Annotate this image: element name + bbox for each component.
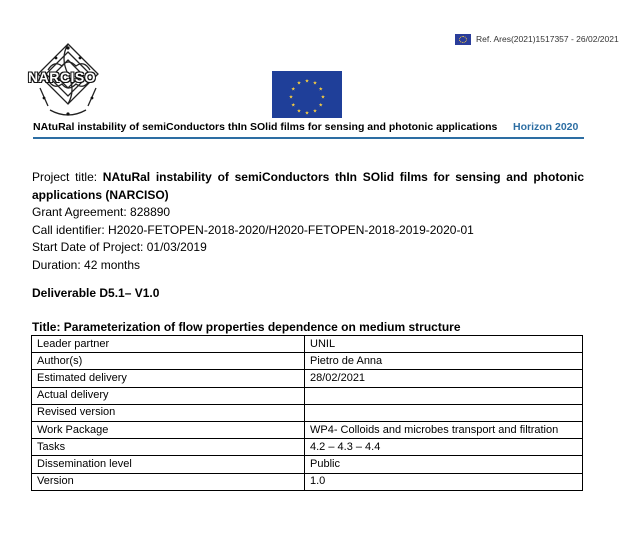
svg-text:★: ★ bbox=[304, 110, 310, 117]
header-programme: Horizon 2020 bbox=[513, 121, 579, 133]
row-label: Tasks bbox=[32, 439, 305, 456]
reference-stamp: Ref. Ares(2021)1517357 - 26/02/2021 bbox=[476, 34, 619, 44]
table-row bbox=[32, 404, 583, 421]
project-info bbox=[32, 169, 584, 274]
table-row bbox=[32, 473, 583, 490]
duration: Duration: 42 months bbox=[32, 257, 141, 272]
row-label: Estimated delivery bbox=[32, 370, 305, 387]
svg-text:★: ★ bbox=[318, 102, 324, 109]
svg-text:★: ★ bbox=[296, 108, 302, 115]
row-label: Dissemination level bbox=[32, 456, 305, 473]
row-value: 28/02/2021 bbox=[305, 370, 583, 387]
header-project-title: NAtuRal instability of semiConductors thIn SOlid films for sensing and photonic applications bbox=[33, 121, 498, 133]
row-label: Revised version bbox=[32, 404, 305, 421]
row-value: Pietro de Anna bbox=[305, 353, 583, 370]
project-title-value: NAtuRal instability of semiConductors thIn SOlid films for sensing and photonic applications (NARCISO) bbox=[32, 170, 584, 202]
row-label: Leader partner bbox=[32, 336, 305, 353]
deliverable-title: Title: Parameterization of flow properties dependence on medium structure bbox=[32, 320, 461, 334]
row-value: 1.0 bbox=[305, 473, 583, 490]
table-row bbox=[32, 336, 583, 353]
eu-flag-icon bbox=[272, 71, 342, 118]
svg-text:★: ★ bbox=[320, 94, 326, 101]
start-date: Start Date of Project: 01/03/2019 bbox=[32, 240, 207, 254]
logo-wordmark: NARCISO bbox=[28, 69, 97, 85]
call-identifier: Call identifier: H2020-FETOPEN-2018-2020/H2020-FETOPEN-2018-2019-2020-01 bbox=[32, 222, 474, 237]
row-value bbox=[305, 404, 583, 421]
table-row bbox=[32, 387, 583, 404]
table-row bbox=[32, 353, 583, 370]
header-divider bbox=[33, 137, 584, 139]
row-label: Version bbox=[32, 473, 305, 490]
deliverable-id: Deliverable D5.1– V1.0 bbox=[32, 286, 160, 300]
row-value: WP4- Colloids and microbes transport and filtration bbox=[305, 421, 583, 438]
table-row bbox=[32, 421, 583, 438]
row-value: Public bbox=[305, 456, 583, 473]
svg-text:★: ★ bbox=[290, 102, 296, 109]
eu-flag-small-icon bbox=[455, 34, 471, 45]
row-value: 4.2 – 4.3 – 4.4 bbox=[305, 439, 583, 456]
grant-agreement: Grant Agreement: 828890 bbox=[32, 205, 171, 219]
narciso-logo-icon bbox=[26, 40, 110, 120]
row-label: Author(s) bbox=[32, 353, 305, 370]
svg-text:★: ★ bbox=[304, 78, 310, 85]
eu-stars bbox=[272, 71, 342, 118]
project-title-label: Project title: bbox=[32, 170, 103, 184]
table-row bbox=[32, 439, 583, 456]
table-row bbox=[32, 456, 583, 473]
row-label: Work Package bbox=[32, 421, 305, 438]
table-row bbox=[32, 370, 583, 387]
svg-text:★: ★ bbox=[296, 80, 302, 87]
row-label: Actual delivery bbox=[32, 387, 305, 404]
svg-text:★: ★ bbox=[318, 86, 324, 93]
deliverable-info-table bbox=[31, 335, 583, 491]
svg-text:★: ★ bbox=[312, 80, 318, 87]
svg-text:★: ★ bbox=[288, 94, 294, 101]
row-value bbox=[305, 387, 583, 404]
svg-text:★: ★ bbox=[312, 108, 318, 115]
svg-text:★: ★ bbox=[290, 86, 296, 93]
project-title bbox=[32, 169, 584, 204]
row-value: UNIL bbox=[305, 336, 583, 353]
